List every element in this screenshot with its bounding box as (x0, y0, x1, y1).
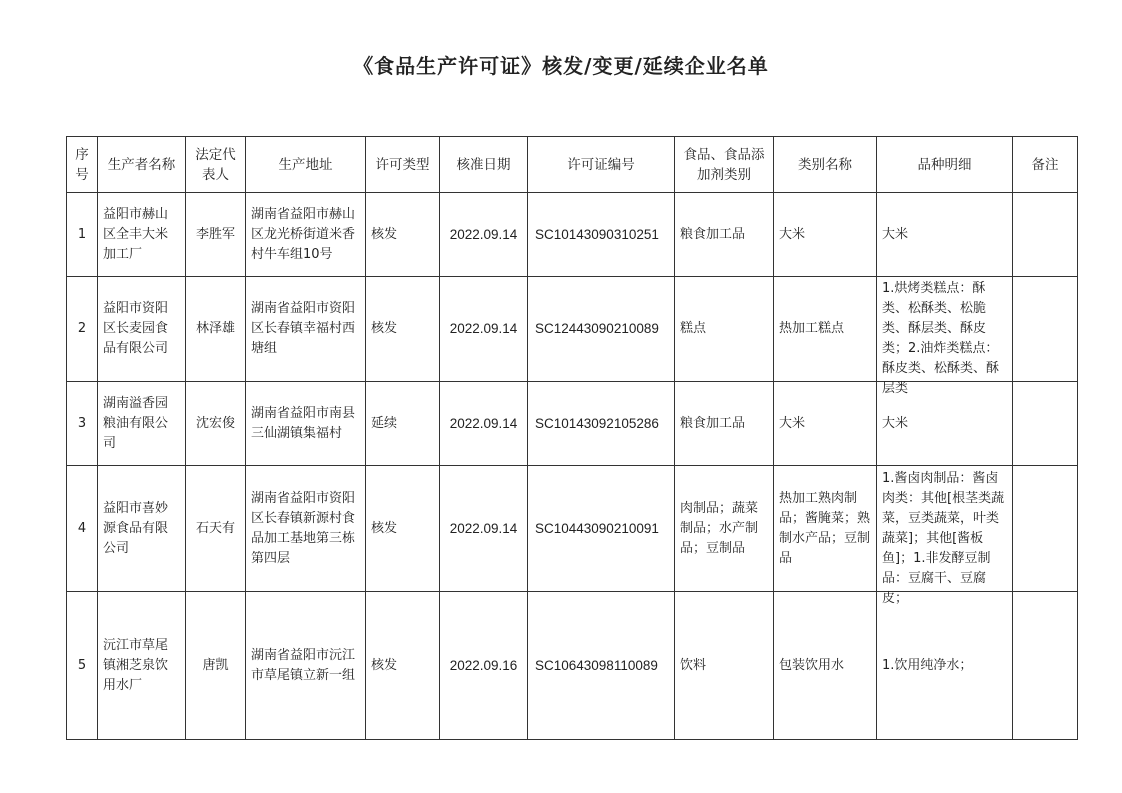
cell-seq: 3 (67, 382, 98, 466)
header-category-name: 类别名称 (774, 137, 877, 193)
license-table (66, 136, 1078, 740)
cell-detail: 大米 (877, 382, 1013, 466)
cell-name: 益阳市资阳区长麦园食品有限公司 (98, 277, 186, 382)
header-rep: 法定代表人 (186, 137, 246, 193)
cell-type: 核发 (366, 193, 440, 277)
table-row (67, 277, 1078, 382)
header-date: 核准日期 (440, 137, 528, 193)
cell-license: SC10443090210091 (528, 466, 675, 592)
header-address: 生产地址 (246, 137, 366, 193)
cell-category-name: 大米 (774, 193, 877, 277)
cell-address: 湖南省益阳市资阳区长春镇新源村食品加工基地第三栋第四层 (246, 466, 366, 592)
header-detail: 品种明细 (877, 137, 1013, 193)
cell-seq: 5 (67, 592, 98, 740)
cell-category: 肉制品；蔬菜制品；水产制品；豆制品 (675, 466, 774, 592)
header-name: 生产者名称 (98, 137, 186, 193)
header-note: 备注 (1013, 137, 1078, 193)
cell-name: 益阳市赫山区全丰大米加工厂 (98, 193, 186, 277)
cell-date: 2022.09.14 (440, 382, 528, 466)
cell-address: 湖南省益阳市赫山区龙光桥街道米香村牛车组10号 (246, 193, 366, 277)
cell-address: 湖南省益阳市资阳区长春镇幸福村西塘组 (246, 277, 366, 382)
cell-category-name: 包装饮用水 (774, 592, 877, 740)
header-category: 食品、食品添加剂类别 (675, 137, 774, 193)
cell-rep: 沈宏俊 (186, 382, 246, 466)
cell-type: 延续 (366, 382, 440, 466)
cell-note (1013, 382, 1078, 466)
cell-category: 饮料 (675, 592, 774, 740)
cell-category-name: 热加工熟肉制品；酱腌菜；熟制水产品；豆制品 (774, 466, 877, 592)
cell-type: 核发 (366, 466, 440, 592)
table-row (67, 193, 1078, 277)
cell-category-name: 热加工糕点 (774, 277, 877, 382)
cell-license: SC12443090210089 (528, 277, 675, 382)
cell-date: 2022.09.16 (440, 592, 528, 740)
cell-name: 湖南溢香园粮油有限公司 (98, 382, 186, 466)
table-header-row (67, 137, 1078, 193)
cell-rep: 石天有 (186, 466, 246, 592)
cell-detail (877, 277, 1013, 396)
cell-rep: 李胜军 (186, 193, 246, 277)
cell-type: 核发 (366, 592, 440, 740)
cell-type: 核发 (366, 277, 440, 382)
cell-address: 湖南省益阳市南县三仙湖镇集福村 (246, 382, 366, 466)
table-row (67, 382, 1078, 466)
detail-text: 1.酱卤肉制品：酱卤肉类：其他[根茎类蔬菜，豆类蔬菜，叶类蔬菜]；其他[酱板鱼]；1.非发酵豆制品：豆腐干、豆腐皮； (882, 470, 1005, 606)
page-title: 《食品生产许可证》核发/变更/延续企业名单 (353, 54, 769, 78)
cell-license: SC10643098110089 (528, 592, 675, 740)
cell-seq: 2 (67, 277, 98, 382)
cell-category: 糕点 (675, 277, 774, 382)
cell-date: 2022.09.14 (440, 466, 528, 592)
cell-name: 沅江市草尾镇湘芝泉饮用水厂 (98, 592, 186, 740)
cell-seq: 4 (67, 466, 98, 592)
cell-note (1013, 193, 1078, 277)
cell-license: SC10143092105286 (528, 382, 675, 466)
cell-date: 2022.09.14 (440, 277, 528, 382)
table-row (67, 466, 1078, 592)
cell-address: 湖南省益阳市沅江市草尾镇立新一组 (246, 592, 366, 740)
cell-note (1013, 592, 1078, 740)
cell-name: 益阳市喜妙源食品有限公司 (98, 466, 186, 592)
cell-rep: 林泽雄 (186, 277, 246, 382)
cell-note (1013, 277, 1078, 382)
cell-detail: 1.饮用纯净水； (877, 592, 1013, 740)
cell-rep: 唐凯 (186, 592, 246, 740)
table-row (67, 592, 1078, 740)
cell-category-name: 大米 (774, 382, 877, 466)
cell-category: 粮食加工品 (675, 382, 774, 466)
detail-text: 1.烘烤类糕点：酥类、松酥类、松脆类、酥层类、酥皮类；2.油炸类糕点：酥皮类、松酥类、酥层类 (882, 281, 1000, 396)
cell-license: SC10143090310251 (528, 193, 675, 277)
cell-detail: 大米 (877, 193, 1013, 277)
cell-seq: 1 (67, 193, 98, 277)
cell-note (1013, 466, 1078, 592)
cell-detail (877, 466, 1013, 606)
header-type: 许可类型 (366, 137, 440, 193)
cell-category: 粮食加工品 (675, 193, 774, 277)
header-seq: 序号 (67, 137, 98, 193)
cell-date: 2022.09.14 (440, 193, 528, 277)
header-license: 许可证编号 (528, 137, 675, 193)
